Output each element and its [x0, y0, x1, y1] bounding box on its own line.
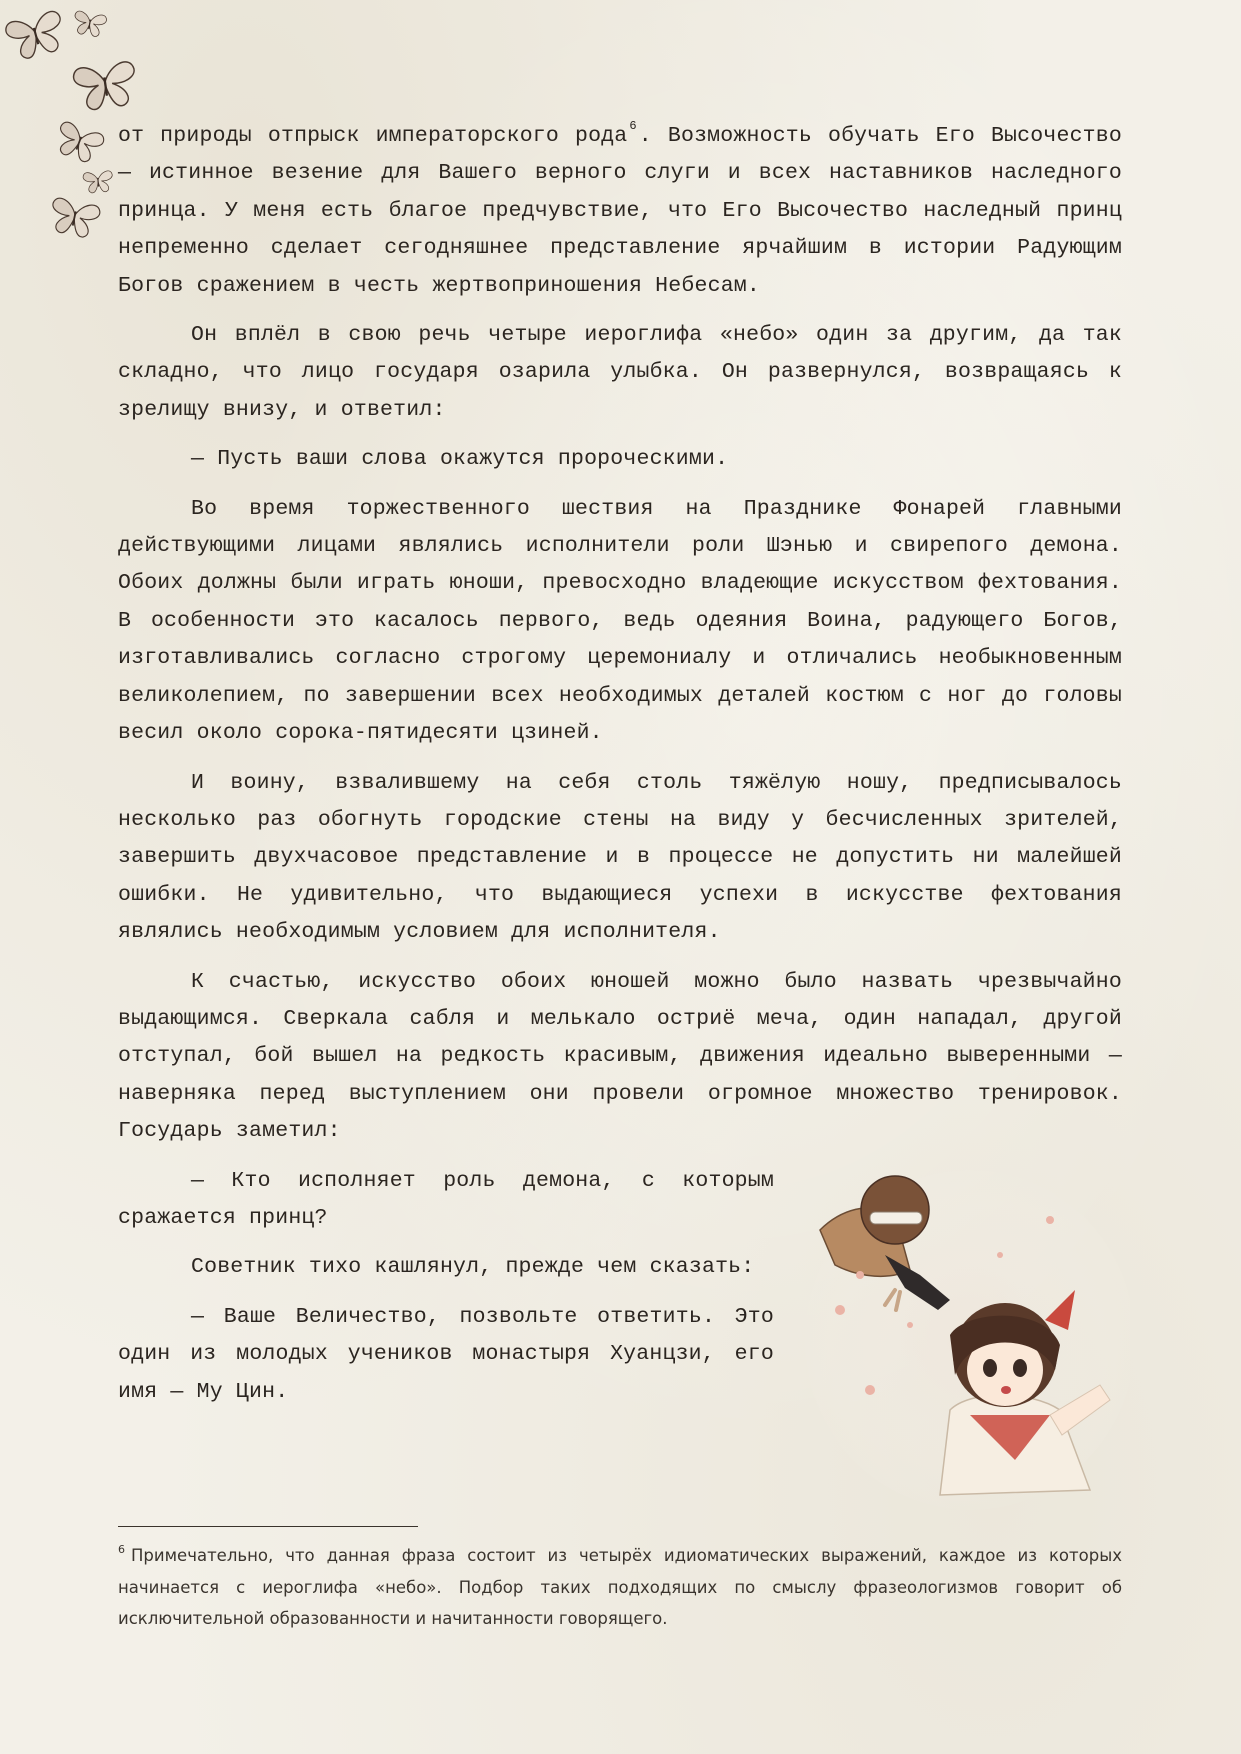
butterfly-icon: [72, 10, 107, 38]
paragraph: К счастью, искусство обоих юношей можно было назвать чрезвычайно выдающимся. Сверкала сабля и мелькало остриё меча, один нападал, другой отступал, бой вышел на редкость красивым, движения идеально выверенными — наверняка перед выступлением они провели огромное множество тренировок. Государь заметил:: [118, 969, 1122, 1144]
paragraph: от природы отпрыск императорского рода $^6$. Возможность обучать Его Высочество — истинное везение для Вашего верного слуги и всех наставников наследного принца. У меня есть благое предчувствие, что Его Высочество наследный принц непременно сделает сегодняшнее представление ярчайшим в истории Радующим Богов сражением в честь жертвоприношения Небесам.: [118, 119, 1122, 298]
chibi-characters-illustration: [800, 1160, 1130, 1510]
butterfly-icon: [83, 171, 114, 194]
footnote-text: Примечательно, что данная фраза состоит из четырёх идиоматических выражений, каждое из которых начинается с иероглифа «небо». Подбор таких подходящих по смыслу фразеологизмов говорит об исключительной образованности и начитанности говорящего.: [118, 1546, 1122, 1628]
footnote-separator: [118, 1526, 418, 1527]
footnote: [118, 1540, 1122, 1635]
butterfly-icon: [4, 10, 68, 62]
paragraph: Он вплёл в свою речь четыре иероглифа «небо» один за другим, да так складно, что лицо государя озарила улыбка. Он развернулся, возвращаясь к зрелищу внизу, и ответил:: [118, 323, 1122, 422]
dialogue-line: — Кто исполняет роль демона, с которым сражается принц?: [118, 1168, 774, 1230]
butterfly-icon: [47, 197, 101, 240]
paragraph: И воину, взвалившему на себя столь тяжёлую ношу, предписывалось несколько раз обогнуть городские стены на виду у бесчисленных зрителей, завершить двухчасовое представление и в процессе не допустить ни малейшей ошибки. Не удивительно, что выдающиеся успехи в искусстве фехтования являлись необходимым условием для исполнителя.: [118, 770, 1122, 945]
footnote-number: 6: [118, 1543, 125, 1556]
paragraph: Советник тихо кашлянул, прежде чем сказать:: [191, 1255, 755, 1280]
dialogue-line: — Пусть ваши слова окажутся пророческими.: [191, 447, 729, 472]
paragraph: Во время торжественного шествия на Празднике Фонарей главными действующими лицами являлись исполнители роли Шэнью и свирепого демона. Обоих должны были играть юноши, превосходно владеющие искусством фехтования. В особенности это касалось первого, ведь одеяния Воина, радующего Богов, изготавливались согласно строгому церемониалу и отличались необыкновенным великолепием, по завершении всех необходимых деталей костюм с ног до головы весил около сорока-пятидесяти цзиней.: [118, 496, 1122, 746]
butterfly-icon: [52, 120, 105, 165]
footnote-reference[interactable]: 6: [629, 119, 637, 133]
butterfly-icon: [72, 61, 138, 112]
dialogue-line: — Ваше Величество, позвольте ответить. Это один из молодых учеников монастыря Хуанцзи, его имя — Му Цин.: [118, 1304, 774, 1404]
